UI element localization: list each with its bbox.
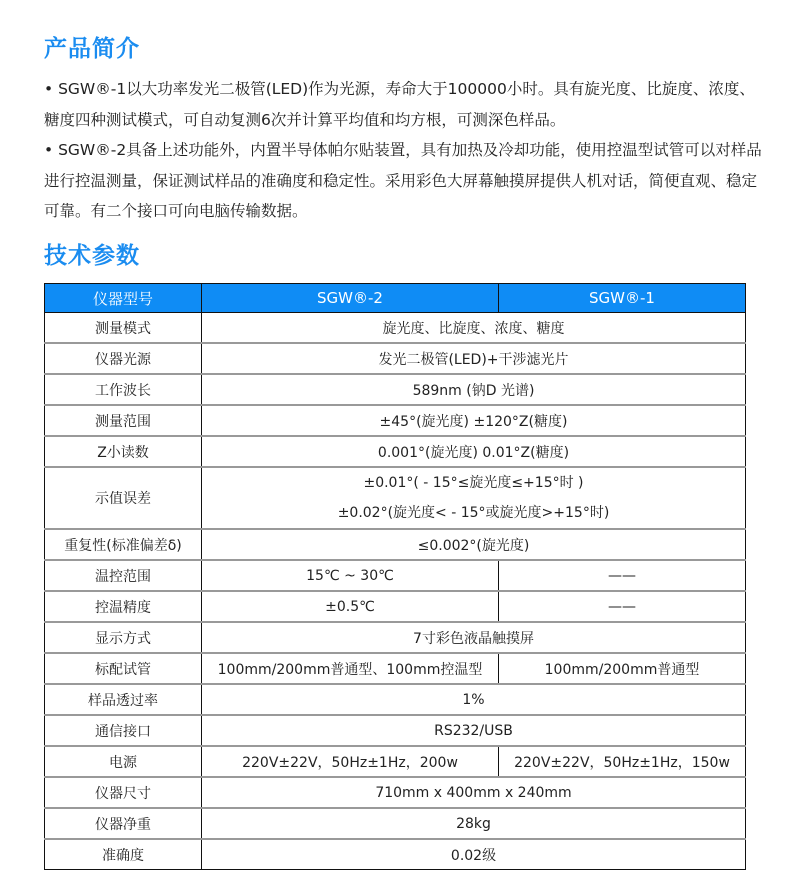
spec-value: 0.02级 xyxy=(202,839,746,870)
spec-row xyxy=(45,777,746,808)
spec-label: 样品透过率 xyxy=(45,684,202,715)
spec-value-line2: ±0.02°(旋光度< - 15°或旋光度>+15°时) xyxy=(337,505,610,521)
spec-label: 仪器尺寸 xyxy=(45,777,202,808)
spec-label: 测量模式 xyxy=(45,313,202,344)
spec-value: 旋光度、比旋度、浓度、糖度 xyxy=(202,313,746,344)
spec-label: 工作波长 xyxy=(45,374,202,405)
spec-value: 0.001°(旋光度) 0.01°Z(糖度) xyxy=(202,436,746,467)
spec-value: 1% xyxy=(202,684,746,715)
spec-label: Z小读数 xyxy=(45,436,202,467)
spec-label: 控温精度 xyxy=(45,591,202,622)
specs-heading: 技术参数 xyxy=(44,243,140,269)
spec-row xyxy=(45,622,746,653)
spec-row xyxy=(45,591,746,622)
header-label: 仪器型号 xyxy=(45,284,202,313)
spec-value-sgw2: 220V±22V，50Hz±1Hz，200w xyxy=(202,746,499,777)
spec-value-sgw2: 100mm/200mm普通型、100mm控温型 xyxy=(202,653,499,684)
spec-label: 仪器净重 xyxy=(45,808,202,839)
spec-row xyxy=(45,529,746,560)
intro-paragraph-sgw1: • SGW®-1以大功率发光二极管(LED)作为光源，寿命大于100000小时。具有旋光度、比旋度、浓度、糖度四种测试模式，可自动复测6次并计算平均值和均方根，可测深色样品。 xyxy=(44,80,755,129)
spec-value: RS232/USB xyxy=(202,715,746,746)
spec-value: 28kg xyxy=(202,808,746,839)
spec-row xyxy=(45,313,746,344)
spec-label: 测量范围 xyxy=(45,405,202,436)
header-model-sgw2: SGW®-2 xyxy=(202,284,499,313)
spec-label: 显示方式 xyxy=(45,622,202,653)
intro-paragraph-sgw2: • SGW®-2具备上述功能外，内置半导体帕尔贴装置，具有加热及冷却功能，使用控温型试管可以对样品进行控温测量，保证测试样品的准确度和稳定性。采用彩色大屏幕触摸屏提供人机对话，简便直观、稳定可靠。有二个接口可向电脑传输数据。 xyxy=(44,141,762,220)
spec-label: 通信接口 xyxy=(45,715,202,746)
spec-row xyxy=(45,653,746,684)
intro-text xyxy=(44,74,764,227)
spec-value-line1: ±0.01°( - 15°≤旋光度≤+15°时 ) xyxy=(363,475,584,491)
spec-row xyxy=(45,560,746,591)
spec-value: 710mm x 400mm x 240mm xyxy=(202,777,746,808)
spec-value-sgw1: —— xyxy=(499,560,746,591)
spec-row xyxy=(45,715,746,746)
spec-value-sgw1: 220V±22V，50Hz±1Hz，150w xyxy=(499,746,746,777)
spec-value: ±45°(旋光度) ±120°Z(糖度) xyxy=(202,405,746,436)
spec-value xyxy=(202,467,746,529)
header-model-sgw1: SGW®-1 xyxy=(499,284,746,313)
spec-value-sgw1: —— xyxy=(499,591,746,622)
spec-label: 仪器光源 xyxy=(45,343,202,374)
spec-label: 重复性(标准偏差δ) xyxy=(45,529,202,560)
spec-row xyxy=(45,343,746,374)
spec-value-sgw2: ±0.5℃ xyxy=(202,591,499,622)
spec-row xyxy=(45,839,746,870)
spec-label: 示值误差 xyxy=(45,467,202,529)
spec-table xyxy=(44,283,746,870)
spec-label: 准确度 xyxy=(45,839,202,870)
spec-value: 7寸彩色液晶触摸屏 xyxy=(202,622,746,653)
spec-value: 589nm (钠D 光谱) xyxy=(202,374,746,405)
spec-label: 电源 xyxy=(45,746,202,777)
spec-row xyxy=(45,405,746,436)
spec-label: 温控范围 xyxy=(45,560,202,591)
spec-value: ≤0.002°(旋光度) xyxy=(202,529,746,560)
intro-heading: 产品简介 xyxy=(44,36,140,62)
spec-row xyxy=(45,684,746,715)
spec-row xyxy=(45,436,746,467)
spec-row xyxy=(45,374,746,405)
spec-value-sgw2: 15℃ ~ 30℃ xyxy=(202,560,499,591)
spec-value: 发光二极管(LED)+干涉滤光片 xyxy=(202,343,746,374)
spec-row xyxy=(45,808,746,839)
spec-row xyxy=(45,467,746,529)
spec-header-row xyxy=(45,284,746,313)
spec-value-sgw1: 100mm/200mm普通型 xyxy=(499,653,746,684)
spec-label: 标配试管 xyxy=(45,653,202,684)
spec-row xyxy=(45,746,746,777)
